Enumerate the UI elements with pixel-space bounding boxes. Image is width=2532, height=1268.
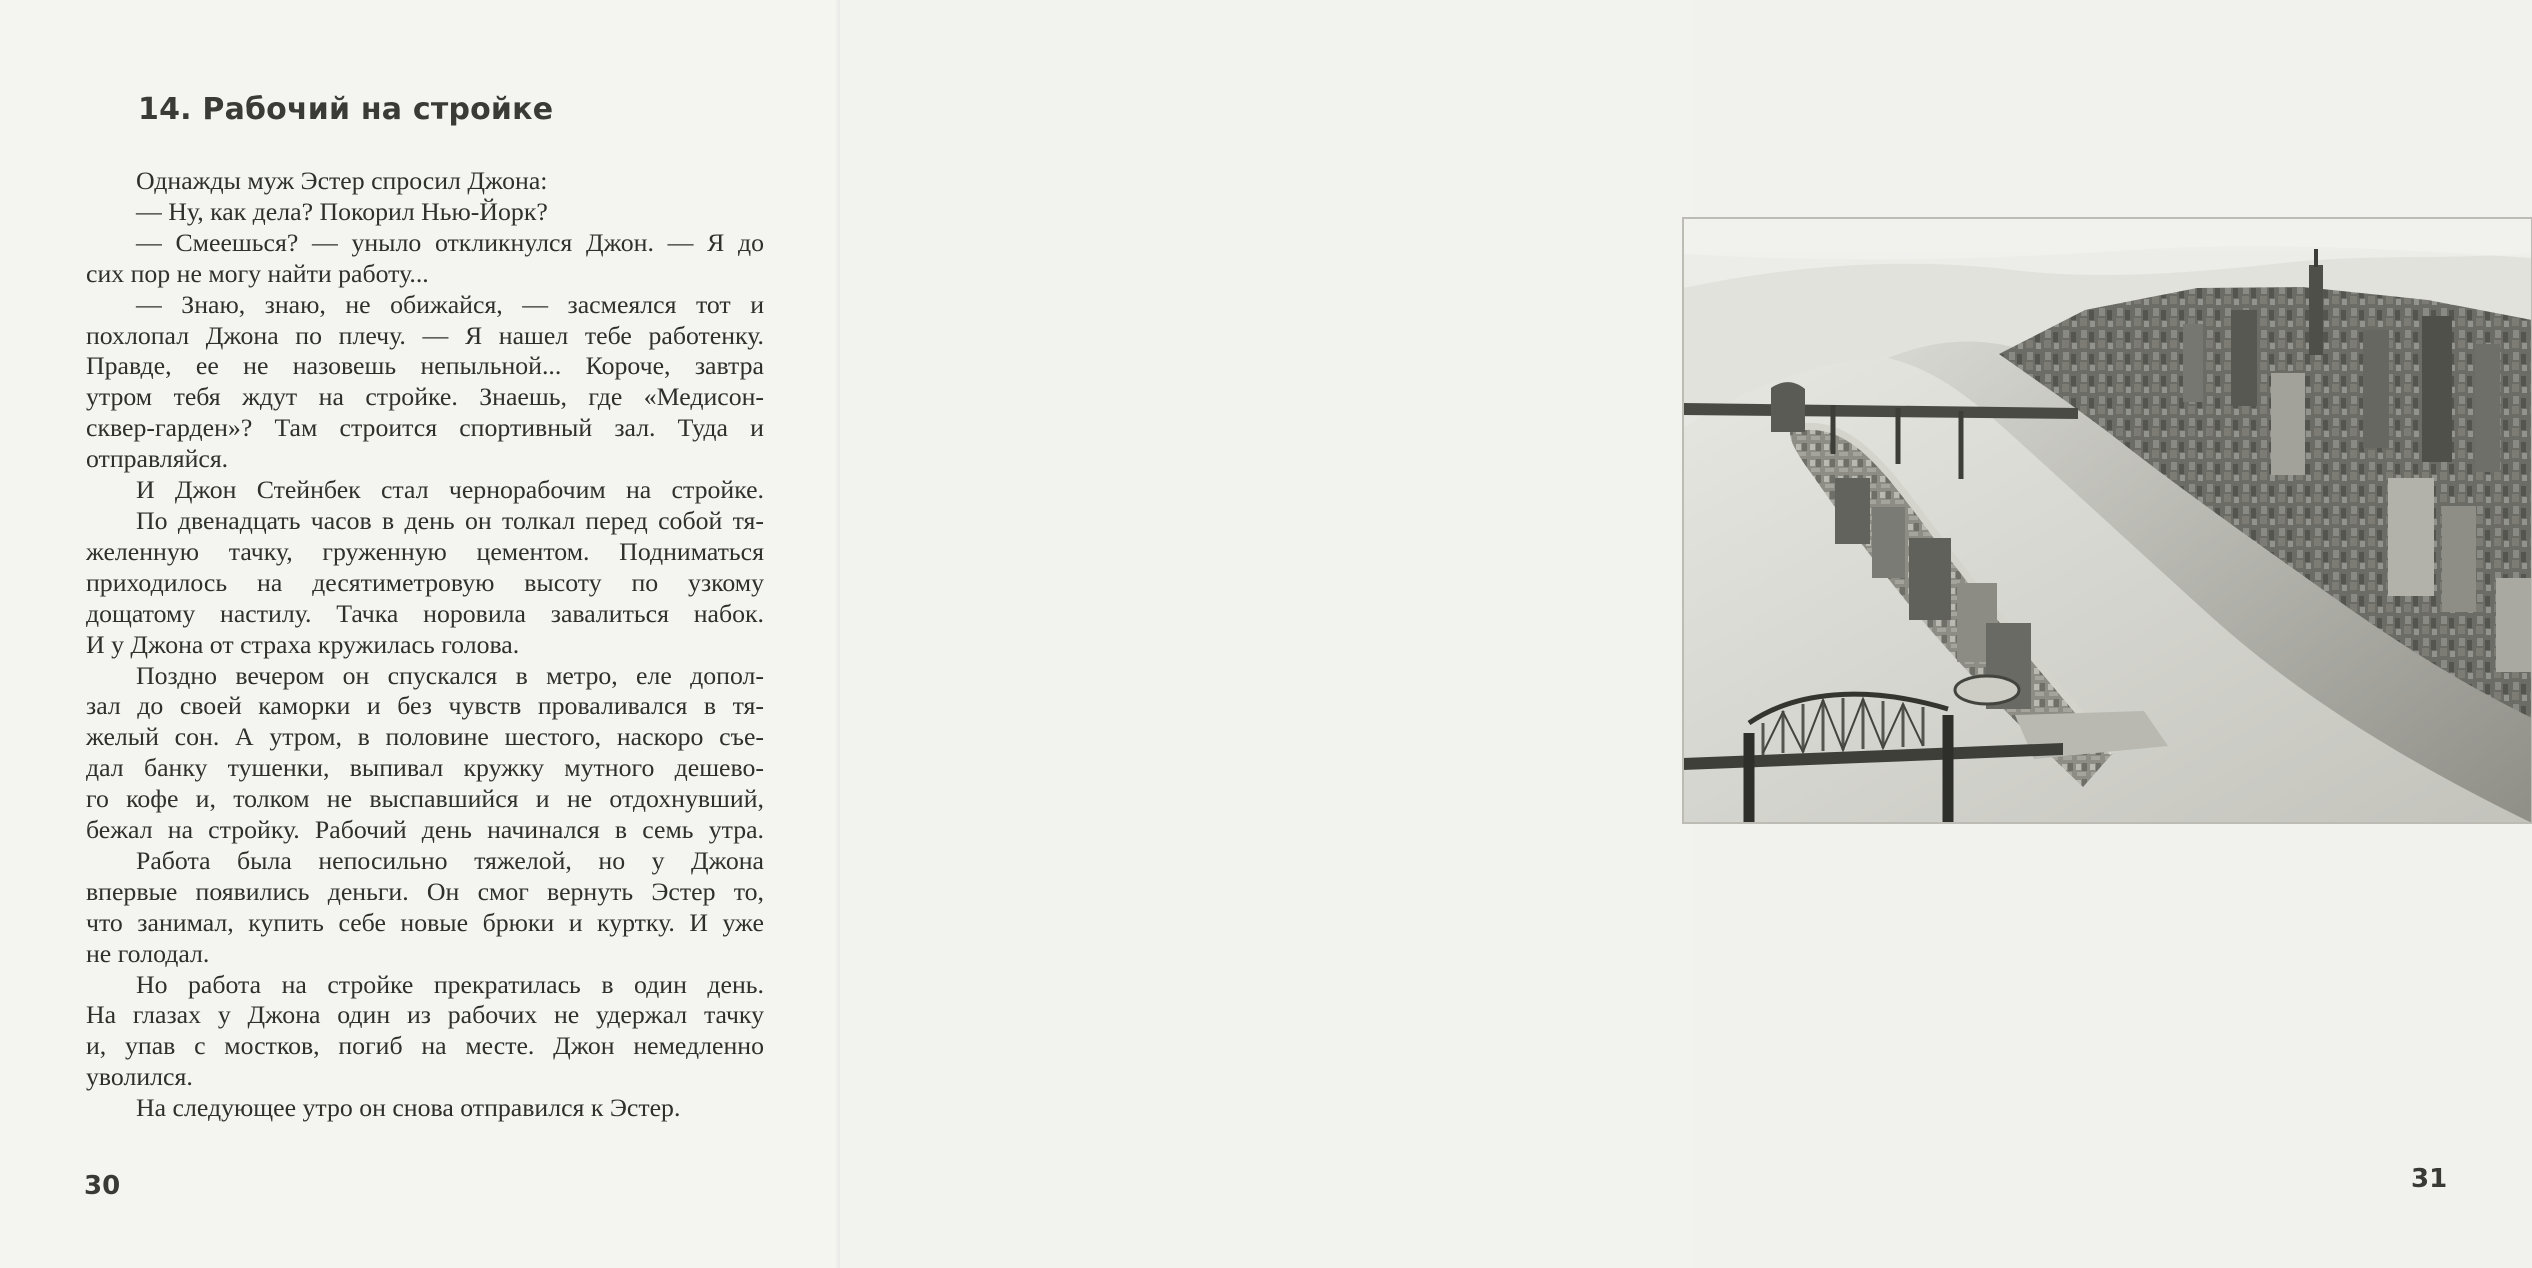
text-line: — Ну, как дела? Покорил Нью-Йорк? [136, 196, 548, 226]
text-line: дощатому настилу. Тачка норовила завалиться набок. [86, 598, 764, 628]
page-number-left: 30 [84, 1171, 121, 1201]
text-line: бежал на стройку. Рабочий день начинался в семь утра. [86, 815, 764, 845]
right-page [840, 0, 2448, 1268]
text-line: что занимал, купить себе новые брюки и куртку. И уже [86, 907, 764, 937]
text-line: Но работа на стройке прекратилась в один день. [136, 969, 764, 999]
text-line: похлопал Джона по плечу. — Я нашел тебе работенку. [86, 320, 764, 350]
text-line: зал до своей каморки и без чувств проваливался в тя- [86, 691, 764, 721]
chapter-body-text [86, 166, 764, 1124]
text-line: желый сон. А утром, в половине шестого, наскоро съе- [86, 722, 764, 752]
text-line: И Джон Стейнбек стал чернорабочим на стройке. [136, 475, 764, 505]
text-line: На следующее утро он снова отправился к Эстер. [136, 1093, 681, 1123]
text-line: отправляйся. [86, 444, 229, 474]
left-page [0, 0, 840, 1268]
text-line: По двенадцать часов в день он толкал перед собой тя- [136, 505, 764, 535]
text-line: желенную тачку, груженную цементом. Подниматься [86, 536, 764, 566]
manhattan-aerial-photo-icon [1683, 218, 2532, 823]
chapter-title: 14. Рабочий на стройке [138, 92, 554, 127]
text-line: Поздно вечером он спускался в метро, еле допол- [136, 660, 764, 690]
text-line: — Знаю, знаю, не обижайся, — засмеялся тот и [136, 289, 764, 319]
page-number-right: 31 [2411, 1164, 2448, 1194]
text-line: И у Джона от страха кружилась голова. [86, 629, 520, 659]
text-line: сквер-гарден»? Там строится спортивный зал. Туда и [86, 413, 764, 443]
text-line: Работа была непосильно тяжелой, но у Джона [136, 845, 764, 875]
text-line: утром тебя ждут на стройке. Знаешь, где «Медисон- [86, 382, 764, 412]
text-line: го кофе и, толком не выспавшийся и не отдохнувший, [86, 784, 764, 814]
text-line: уволился. [86, 1062, 193, 1092]
text-line: впервые появились деньги. Он смог вернуть Эстер то, [86, 876, 764, 906]
text-line: — Смеешься? — уныло откликнулся Джон. — Я до [136, 227, 764, 257]
text-line: приходилось на десятиметровую высоту по узкому [86, 567, 764, 597]
text-line: не голодал. [86, 938, 210, 968]
text-line: дал банку тушенки, выпивал кружку мутного дешево- [86, 753, 764, 783]
text-line: Правде, ее не назовешь непыльной... Короче, завтра [86, 351, 764, 381]
manhattan-aerial-photo [1683, 218, 2532, 823]
text-line: Однажды муж Эстер спросил Джона: [136, 166, 548, 195]
text-line: На глазах у Джона один из рабочих не удержал тачку [86, 1000, 764, 1030]
text-line: сих пор не могу найти работу... [86, 258, 429, 288]
text-line: и, упав с мостков, погиб на месте. Джон немедленно [86, 1031, 764, 1061]
